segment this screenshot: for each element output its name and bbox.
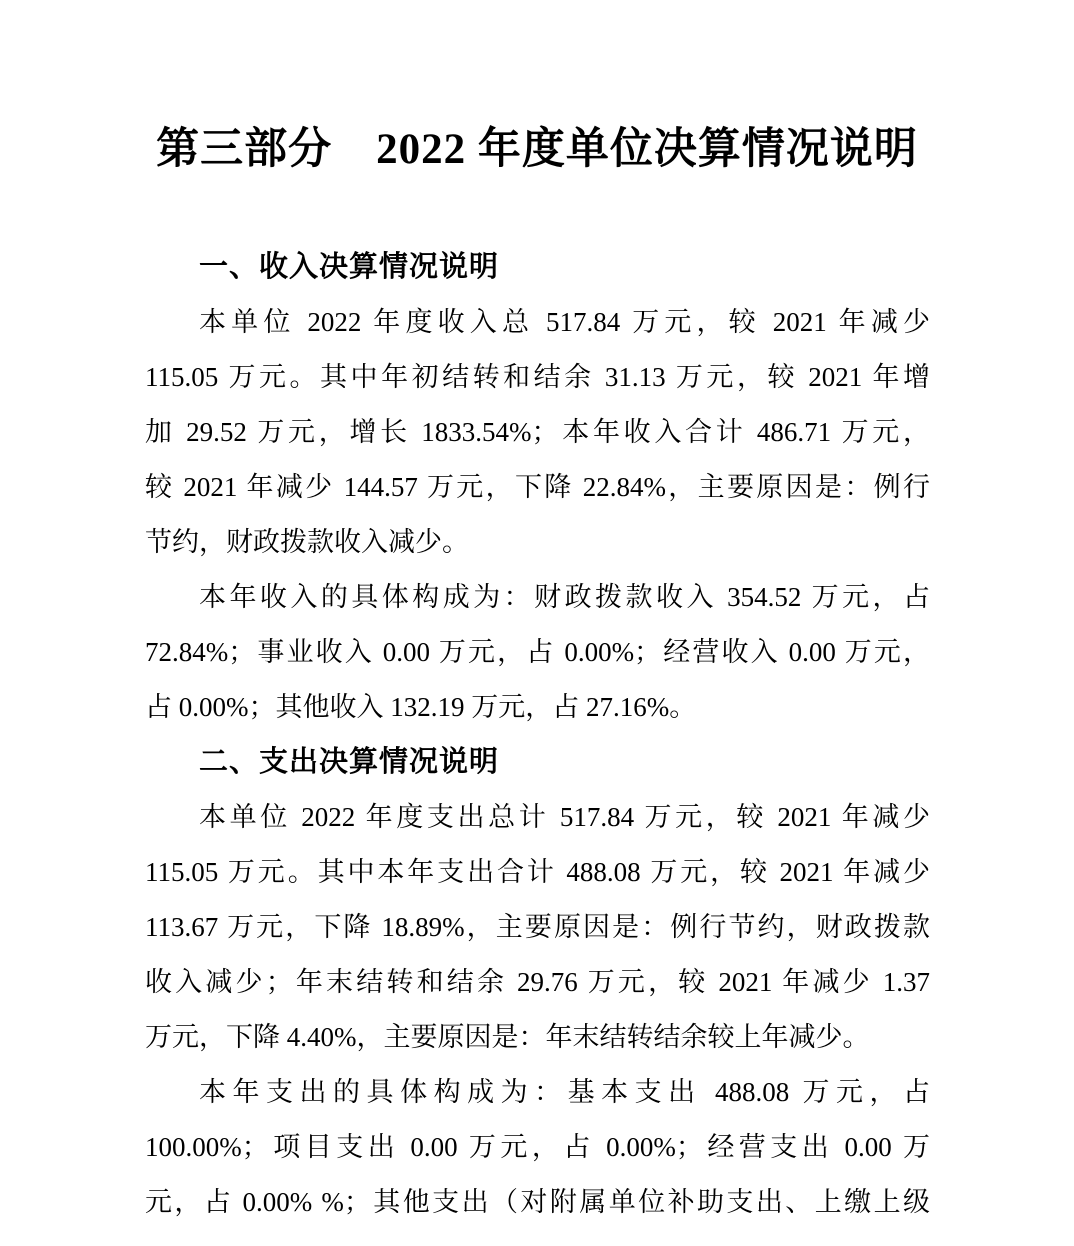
section-heading: 一、收入决算情况说明 — [199, 251, 500, 283]
text-line: 113.67 万元，下降 18.89%，主要原因是：例行节约，财政拨款 — [145, 912, 930, 942]
section-heading: 二、支出决算情况说明 — [199, 746, 500, 778]
text-line: 元，占 0.00% %；其他支出（对附属单位补助支出、上缴上级 — [145, 1187, 930, 1217]
text-line: 100.00%；项目支出 0.00 万元，占 0.00%；经营支出 0.00 万 — [145, 1132, 930, 1162]
document-title: 第三部分 2022 年度单位决算情况说明 — [156, 126, 918, 173]
document-body — [145, 240, 930, 1230]
text-line: 加 29.52 万元，增长 1833.54%；本年收入合计 486.71 万元， — [145, 417, 930, 447]
text-line: 收入减少；年末结转和结余 29.76 万元，较 2021 年减少 1.37 — [145, 967, 930, 997]
text-line: 较 2021 年减少 144.57 万元，下降 22.84%，主要原因是：例行 — [145, 472, 930, 502]
text-line: 115.05 万元。其中本年支出合计 488.08 万元，较 2021 年减少 — [145, 857, 930, 887]
text-line: 占 0.00%；其他收入 132.19 万元，占 27.16%。 — [145, 692, 697, 722]
text-line: 节约，财政拨款收入减少。 — [145, 527, 469, 557]
text-line: 万元，下降 4.40%，主要原因是：年末结转结余较上年减少。 — [145, 1022, 870, 1052]
text-line: 本年收入的具体构成为：财政拨款收入 354.52 万元，占 — [199, 582, 930, 612]
text-line: 本单位 2022 年度收入总 517.84 万元，较 2021 年减少 — [199, 307, 930, 337]
text-line: 115.05 万元。其中年初结转和结余 31.13 万元，较 2021 年增 — [145, 362, 930, 392]
text-line: 72.84%；事业收入 0.00 万元，占 0.00%；经营收入 0.00 万元， — [145, 637, 930, 667]
text-line: 本年支出的具体构成为：基本支出 488.08 万元，占 — [199, 1077, 930, 1107]
text-line: 本单位 2022 年度支出总计 517.84 万元，较 2021 年减少 — [199, 802, 930, 832]
